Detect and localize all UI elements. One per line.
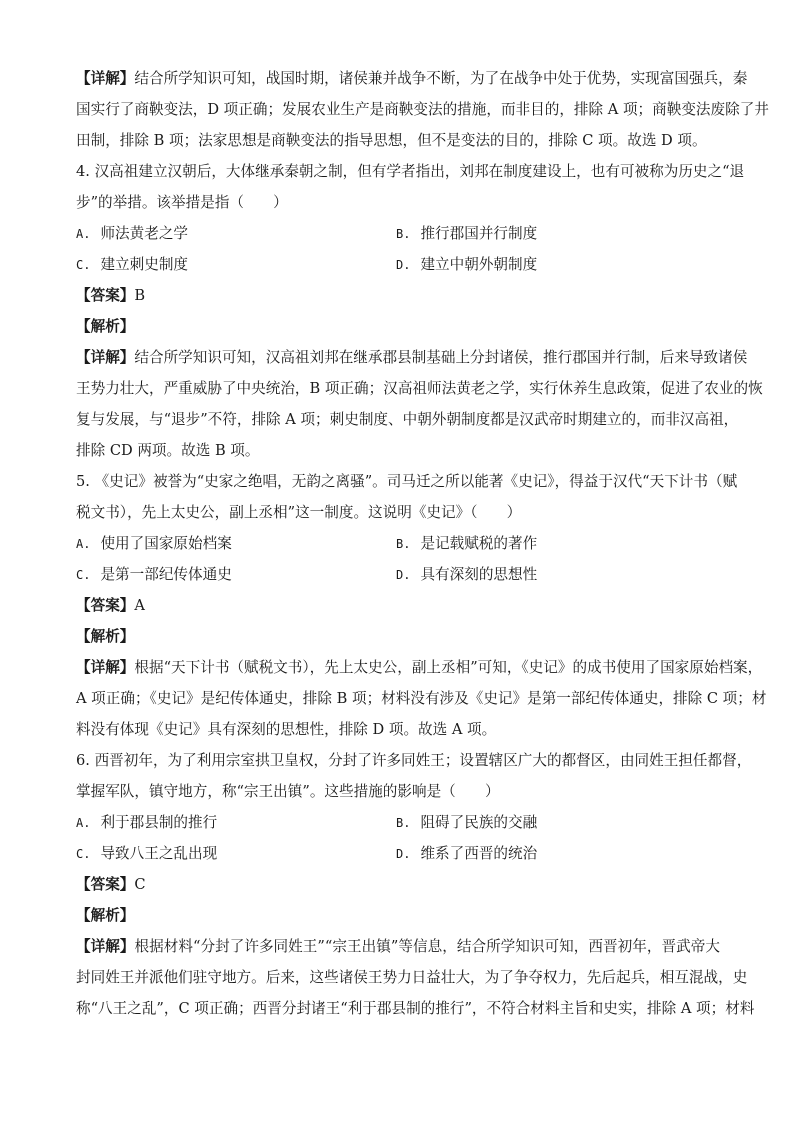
text-run: 王势力壮大，严重威胁了中央统治，B 项正确；汉高祖师法黄老之学，实行休养生息政策，促进了农业的恢: [76, 380, 763, 397]
option-text: 维系了西晋的统治: [420, 845, 538, 862]
text-line: [76, 94, 769, 125]
answer-option: [76, 838, 217, 870]
option-letter: C.: [76, 847, 91, 861]
option-text: 建立中朝外朝制度: [420, 256, 538, 273]
option-text: 建立刺史制度: [100, 256, 189, 273]
section-tag: 【详解】: [76, 659, 135, 676]
option-letter: A.: [76, 227, 91, 241]
answer-option: [76, 559, 232, 591]
option-row: [76, 528, 720, 559]
text-run: 田制，排除 B 项；法家思想是商鞅变法的指导思想，但不是变法的目的，排除 C 项。故选 D 项。: [76, 132, 707, 149]
text-line: [76, 993, 755, 1024]
option-letter: B.: [396, 537, 411, 551]
answer-option: [76, 528, 232, 560]
text-run: 税文书），先上太史公，副上丞相”这一制度。这说明《史记》（ ）: [76, 504, 522, 521]
text-line: [76, 900, 720, 931]
option-letter: C.: [76, 258, 91, 272]
document-page: [76, 63, 769, 1024]
text-line: [76, 962, 748, 993]
option-letter: D.: [396, 568, 411, 582]
option-text: 是记载赋税的著作: [420, 535, 538, 552]
text-run: 6. 西晋初年，为了利用宗室拱卫皇权，分封了许多同姓王；设置辖区广大的都督区，由同姓王担任都督，: [76, 752, 752, 769]
option-letter: B.: [396, 816, 411, 830]
text-run: 4. 汉高祖建立汉朝后，大体继承秦朝之制，但有学者指出，刘邦在制度建设上，也有可被称为历史之“退: [76, 163, 745, 180]
text-run: 称“八王之乱”，C 项正确；西晋分封诸王“利于郡县制的推行”，不符合材料主旨和史实，排除 A 项；材料: [76, 1000, 755, 1017]
option-letter: B.: [396, 227, 411, 241]
text-line: [76, 125, 720, 156]
option-text: 具有深刻的思想性: [420, 566, 538, 583]
text-line: [76, 63, 748, 94]
section-tag: 【解析】: [76, 628, 135, 645]
text-line: [76, 745, 752, 776]
answer-option: [76, 218, 188, 250]
section-tag: 【解析】: [76, 318, 135, 335]
text-line: [76, 342, 748, 373]
text-line: [76, 714, 720, 745]
option-row: [76, 218, 720, 249]
text-run: 排除 CD 两项。故选 B 项。: [76, 442, 260, 459]
text-line: [76, 683, 767, 714]
text-run: 5. 《史记》被誉为“史家之绝唱，无韵之离骚”。司马迁之所以能著《史记》，得益于汉代“天下计书（赋: [76, 473, 738, 490]
text-line: [76, 311, 720, 342]
section-tag: 【答案】: [76, 876, 135, 893]
text-run: 料没有体现《史记》具有深刻的思想性，排除 D 项。故选 A 项。: [76, 721, 497, 738]
option-text: 使用了国家原始档案: [100, 535, 232, 552]
answer-option: [396, 559, 537, 591]
option-text: 阻碍了民族的交融: [420, 814, 538, 831]
section-tag: 【答案】: [76, 287, 135, 304]
text-run: 国实行了商鞅变法，D 项正确；发展农业生产是商鞅变法的措施，而非目的，排除 A 项；商鞅变法废除了井: [76, 101, 769, 118]
text-run: 结合所学知识可知，汉高祖刘邦在继承郡县制基础上分封诸侯，推行郡国并行制，后来导致诸侯: [134, 349, 748, 366]
text-run: B: [134, 287, 146, 304]
text-run: C: [134, 876, 146, 893]
section-tag: 【详解】: [76, 938, 135, 955]
option-row: [76, 838, 720, 869]
text-run: 根据“天下计书（赋税文书），先上太史公，副上丞相”可知，《史记》的成书使用了国家原始档案，: [134, 659, 763, 676]
section-tag: 【答案】: [76, 597, 135, 614]
text-run: A 项正确；《史记》是纪传体通史，排除 B 项；材料没有涉及《史记》是第一部纪传体通史，排除 C 项；材: [76, 690, 767, 707]
text-run: 根据材料“分封了许多同姓王”“宗王出镇”等信息，结合所学知识可知，西晋初年，晋武帝大: [134, 938, 720, 955]
answer-option: [76, 807, 217, 839]
option-row: [76, 249, 720, 280]
text-run: 掌握军队，镇守地方，称“宗王出镇”。这些措施的影响是（ ）: [76, 783, 500, 800]
text-run: 复与发展，与“退步”不符，排除 A 项；刺史制度、中朝外朝制度都是汉武帝时期建立的，而非汉高祖，: [76, 411, 739, 428]
section-tag: 【详解】: [76, 349, 135, 366]
option-letter: A.: [76, 816, 91, 830]
text-line: [76, 187, 720, 218]
answer-option: [396, 528, 537, 560]
answer-option: [76, 249, 188, 281]
option-text: 是第一部纪传体通史: [100, 566, 232, 583]
option-letter: D.: [396, 258, 411, 272]
text-line: [76, 466, 738, 497]
text-run: 结合所学知识可知，战国时期，诸侯兼并战争不断，为了在战争中处于优势，实现富国强兵，秦: [134, 70, 748, 87]
option-row: [76, 807, 720, 838]
text-line: [76, 652, 763, 683]
option-text: 推行郡国并行制度: [420, 225, 538, 242]
option-text: 师法黄老之学: [100, 225, 189, 242]
option-letter: D.: [396, 847, 411, 861]
text-run: A: [134, 597, 145, 614]
section-tag: 【详解】: [76, 70, 135, 87]
text-line: [76, 497, 720, 528]
option-text: 利于郡县制的推行: [100, 814, 218, 831]
text-line: [76, 590, 720, 621]
option-letter: C.: [76, 568, 91, 582]
section-tag: 【解析】: [76, 907, 135, 924]
text-line: [76, 156, 745, 187]
text-line: [76, 404, 739, 435]
option-letter: A.: [76, 537, 91, 551]
text-line: [76, 931, 720, 962]
answer-option: [396, 249, 537, 281]
answer-option: [396, 807, 537, 839]
text-line: [76, 776, 720, 807]
answer-option: [396, 838, 537, 870]
text-run: 封同姓王并派他们驻守地方。后来，这些诸侯王势力日益壮大，为了争夺权力，先后起兵，相互混战，史: [76, 969, 748, 986]
option-text: 导致八王之乱出现: [100, 845, 218, 862]
text-line: [76, 869, 720, 900]
text-run: 步”的举措。该举措是指（ ）: [76, 194, 288, 211]
answer-option: [396, 218, 537, 250]
text-line: [76, 280, 720, 311]
text-line: [76, 373, 763, 404]
text-line: [76, 621, 720, 652]
option-row: [76, 559, 720, 590]
text-line: [76, 435, 720, 466]
